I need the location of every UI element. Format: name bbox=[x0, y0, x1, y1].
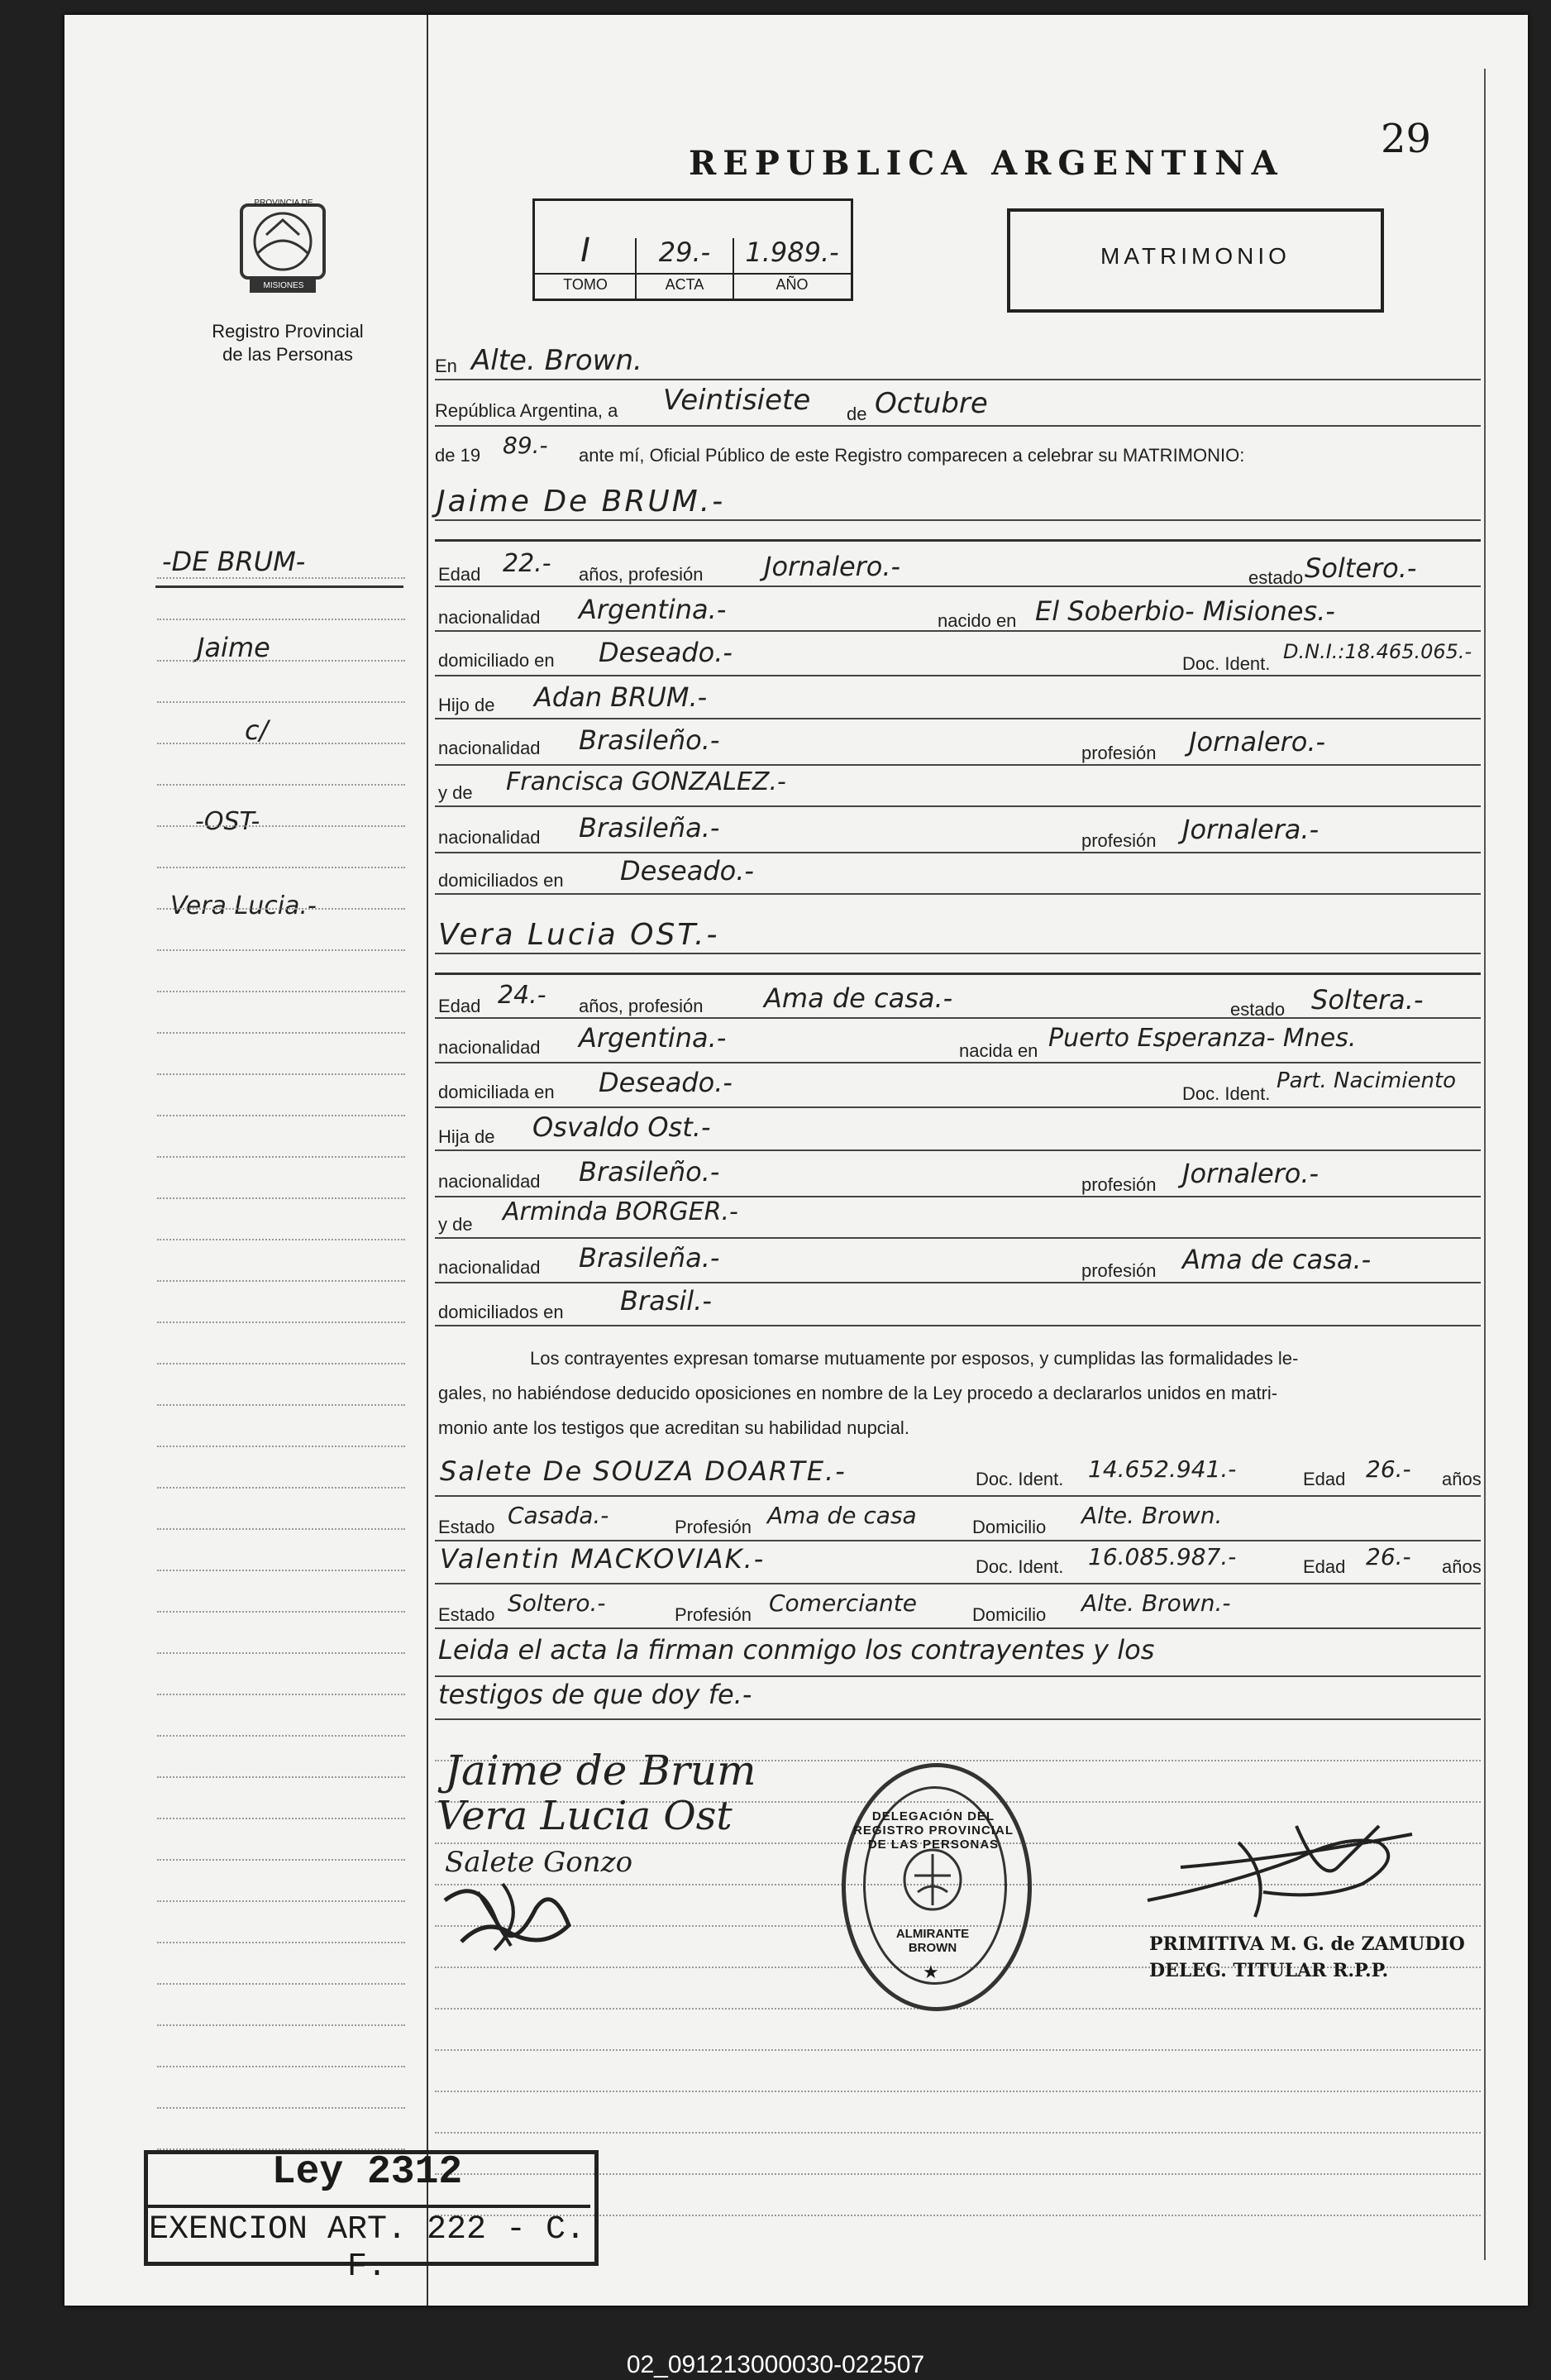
de-label: de bbox=[847, 404, 867, 424]
line-witness1-a bbox=[435, 1495, 1481, 1497]
acta-value: 29.- bbox=[658, 237, 711, 268]
bride-doc-label: Doc. Ident. bbox=[1182, 1083, 1271, 1104]
margin-spouse-first-name: Vera Lucia.- bbox=[170, 891, 317, 920]
witness1-estado-label: Estado bbox=[438, 1517, 495, 1537]
witness1-profession: Ama de casa bbox=[767, 1502, 917, 1529]
groom-profession: Jornalero.- bbox=[764, 551, 901, 582]
footer-file-code: 02_091213000030-022507 bbox=[0, 2350, 1551, 2380]
bride-parents-domicile: Brasil.- bbox=[620, 1285, 712, 1317]
groom-estado-label: estado bbox=[1248, 567, 1304, 588]
groom-nationality: Argentina.- bbox=[579, 594, 727, 625]
bride-birthplace: Puerto Esperanza- Mnes. bbox=[1048, 1024, 1357, 1053]
witness1-doc-label: Doc. Ident. bbox=[976, 1469, 1064, 1489]
witness1-domicile: Alte. Brown. bbox=[1081, 1502, 1223, 1529]
republica-label: República Argentina, a bbox=[435, 400, 618, 421]
declaration-line1: Los contrayentes expresan tomarse mutuamente por esposos, y cumplidas las formalidades le- bbox=[530, 1348, 1299, 1369]
place-value: Alte. Brown. bbox=[471, 344, 642, 377]
witness2-domicile: Alte. Brown.- bbox=[1081, 1589, 1231, 1617]
witness2-doc-label: Doc. Ident. bbox=[976, 1556, 1064, 1577]
line-groom-name bbox=[435, 519, 1481, 521]
bride-domicile: Deseado.- bbox=[599, 1067, 733, 1098]
bride-hija-label: Hija de bbox=[438, 1126, 495, 1147]
margin-spouse-surname: -OST- bbox=[195, 807, 260, 836]
witness1-name: Salete De SOUZA DOARTE.- bbox=[440, 1455, 847, 1487]
line-groom-7 bbox=[435, 852, 1481, 853]
groom-name: Jaime De BRUM.- bbox=[437, 485, 726, 519]
line-date bbox=[435, 425, 1481, 427]
document-page bbox=[64, 15, 1528, 2306]
bride-civil-status: Soltera.- bbox=[1311, 984, 1424, 1016]
groom-edad-label: Edad bbox=[438, 564, 481, 585]
line-groom-1 bbox=[435, 585, 1481, 587]
groom-nacionalidad-label: nacionalidad bbox=[438, 607, 541, 628]
line-witness2-a bbox=[435, 1583, 1481, 1584]
en-label: En bbox=[435, 356, 457, 376]
law-stamp-divider bbox=[144, 2205, 590, 2208]
line-closing-1 bbox=[435, 1675, 1481, 1677]
line-place bbox=[435, 379, 1481, 380]
line-bride-7 bbox=[435, 1282, 1481, 1283]
groom-parents-domicile: Deseado.- bbox=[620, 855, 754, 887]
registry-name-line1: Registro Provincial bbox=[212, 321, 364, 342]
tomo-label: TOMO bbox=[563, 276, 608, 293]
bride-mother-nacionalidad-label: nacionalidad bbox=[438, 1257, 541, 1278]
stamp-star-icon: ★ bbox=[923, 1962, 939, 1982]
declaration-line2: gales, no habiéndose deducido oposiciones en nombre de la Ley procedo a declararlos unidos en matri- bbox=[438, 1383, 1278, 1403]
law-stamp-line2: EXENCION ART. 222 - C. F. bbox=[148, 2211, 586, 2286]
witness1-anos-label: años bbox=[1442, 1469, 1482, 1489]
bride-y-de-label: y de bbox=[438, 1214, 473, 1235]
witness1-edad-label: Edad bbox=[1303, 1469, 1346, 1489]
seal-top-text: PROVINCIA DE bbox=[254, 198, 313, 208]
witness2-doc: 16.085.987.- bbox=[1088, 1543, 1237, 1570]
groom-y-de-label: y de bbox=[438, 782, 473, 803]
law-stamp-line1: Ley 2312 bbox=[271, 2150, 463, 2195]
officer-name: PRIMITIVA M. G. de ZAMUDIO bbox=[1149, 1933, 1465, 1955]
closing-line2: testigos de que doy fe.- bbox=[438, 1679, 752, 1710]
witness2-estado-label: Estado bbox=[438, 1604, 495, 1625]
line-closing-2 bbox=[435, 1718, 1481, 1720]
record-box-divider bbox=[532, 273, 853, 275]
groom-mother-profession: Jornalera.- bbox=[1182, 814, 1320, 845]
signature-witness2 bbox=[428, 1867, 594, 1958]
line-groom-2 bbox=[435, 630, 1481, 632]
line-bride-4 bbox=[435, 1149, 1481, 1151]
stamp-center-text: ALMIRANTE BROWN bbox=[895, 1927, 970, 1955]
bride-domiciliados-label: domiciliados en bbox=[438, 1302, 564, 1322]
groom-father-nacionalidad-label: nacionalidad bbox=[438, 738, 541, 758]
bride-nacionalidad-label: nacionalidad bbox=[438, 1037, 541, 1058]
groom-doc: D.N.I.:18.465.065.- bbox=[1283, 640, 1472, 663]
bride-father-nationality: Brasileño.- bbox=[579, 1156, 720, 1188]
bride-doc: Part. Nacimiento bbox=[1277, 1068, 1457, 1093]
bride-mother-profession: Ama de casa.- bbox=[1182, 1244, 1372, 1275]
day-value: Veintisiete bbox=[663, 384, 811, 417]
seal-bottom-text: MISIONES bbox=[263, 281, 304, 290]
bride-name: Vera Lucia OST.- bbox=[438, 918, 720, 952]
groom-mother-nationality: Brasileña.- bbox=[579, 812, 720, 844]
groom-age: 22.- bbox=[503, 549, 551, 578]
groom-doc-label: Doc. Ident. bbox=[1182, 653, 1271, 674]
country-title: REPUBLICA ARGENTINA bbox=[689, 144, 1284, 183]
groom-nacido-label: nacido en bbox=[938, 610, 1017, 631]
line-bride-name bbox=[435, 953, 1481, 954]
groom-father-profesion-label: profesión bbox=[1081, 743, 1157, 763]
witness1-status: Casada.- bbox=[508, 1502, 609, 1529]
groom-father: Adan BRUM.- bbox=[534, 681, 708, 713]
declaration-line3: monio ante los testigos que acreditan su habilidad nupcial. bbox=[438, 1417, 909, 1438]
year-prefix: de 19 bbox=[435, 445, 481, 466]
groom-hijo-label: Hijo de bbox=[438, 695, 495, 715]
bride-section-rule bbox=[435, 973, 1481, 975]
witness2-edad-label: Edad bbox=[1303, 1556, 1346, 1577]
officer-title: DELEG. TITULAR R.P.P. bbox=[1149, 1960, 1389, 1981]
bride-father-profesion-label: profesión bbox=[1081, 1174, 1157, 1195]
witness1-profesion-label: Profesión bbox=[675, 1517, 752, 1537]
groom-anos-profesion-label: años, profesión bbox=[579, 564, 704, 585]
groom-father-profession: Jornalero.- bbox=[1189, 726, 1326, 757]
bride-nacida-label: nacida en bbox=[959, 1040, 1038, 1061]
bride-age: 24.- bbox=[498, 981, 546, 1010]
witness2-profesion-label: Profesión bbox=[675, 1604, 752, 1625]
witness2-status: Soltero.- bbox=[508, 1589, 606, 1617]
page-number: 29 bbox=[1381, 116, 1432, 162]
signature-bride: Vera Lucia Ost bbox=[437, 1793, 733, 1839]
witness2-name: Valentin MACKOVIAK.- bbox=[440, 1543, 766, 1575]
margin-first-name: Jaime bbox=[197, 632, 270, 663]
line-groom-5 bbox=[435, 764, 1481, 766]
line-groom-3 bbox=[435, 675, 1481, 676]
groom-birthplace: El Soberbio- Misiones.- bbox=[1035, 595, 1335, 627]
groom-mother-profesion-label: profesión bbox=[1081, 830, 1157, 851]
groom-domiciliado-label: domiciliado en bbox=[438, 650, 555, 671]
closing-line1: Leida el acta la firman conmigo los contrayentes y los bbox=[438, 1634, 1155, 1666]
signature-witness1: Salete Gonzo bbox=[445, 1846, 633, 1879]
line-witness1-b bbox=[435, 1540, 1481, 1541]
groom-civil-status: Soltero.- bbox=[1305, 552, 1417, 584]
line-bride-6 bbox=[435, 1237, 1481, 1239]
line-groom-6 bbox=[435, 805, 1481, 807]
signature-groom: Jaime de Brum bbox=[445, 1747, 756, 1795]
bride-estado-label: estado bbox=[1230, 999, 1286, 1020]
margin-connector: c/ bbox=[245, 714, 269, 746]
tomo-value: I bbox=[580, 232, 590, 270]
bride-mother: Arminda BORGER.- bbox=[503, 1197, 738, 1226]
margin-surname: -DE BRUM- bbox=[162, 546, 306, 577]
line-bride-1 bbox=[435, 1017, 1481, 1019]
line-bride-8 bbox=[435, 1325, 1481, 1326]
bride-anos-profesion-label: años, profesión bbox=[579, 996, 704, 1016]
compareceo-text: ante mí, Oficial Público de este Registro comparecen a celebrar su MATRIMONIO: bbox=[579, 445, 1245, 466]
witness2-anos-label: años bbox=[1442, 1556, 1482, 1577]
line-witness2-b bbox=[435, 1627, 1481, 1629]
bride-nationality: Argentina.- bbox=[579, 1022, 727, 1054]
groom-domiciliados-label: domiciliados en bbox=[438, 870, 564, 891]
bride-edad-label: Edad bbox=[438, 996, 481, 1016]
officer-signature bbox=[1131, 1809, 1462, 1925]
acta-label: ACTA bbox=[665, 276, 704, 293]
line-groom-8 bbox=[435, 893, 1481, 895]
groom-domicile: Deseado.- bbox=[599, 637, 733, 668]
bride-mother-nationality: Brasileña.- bbox=[579, 1242, 720, 1274]
bride-domiciliada-label: domiciliada en bbox=[438, 1082, 555, 1102]
witness2-domicilio-label: Domicilio bbox=[972, 1604, 1047, 1625]
registry-name-line2: de las Personas bbox=[222, 344, 353, 365]
witness2-age: 26.- bbox=[1366, 1543, 1411, 1570]
bride-father-profession: Jornalero.- bbox=[1182, 1158, 1320, 1189]
bride-father: Osvaldo Ost.- bbox=[532, 1111, 711, 1143]
witness1-doc: 14.652.941.- bbox=[1088, 1455, 1237, 1483]
groom-mother: Francisca GONZALEZ.- bbox=[506, 767, 786, 796]
margin-surname-underline bbox=[155, 585, 403, 588]
bride-father-nacionalidad-label: nacionalidad bbox=[438, 1171, 541, 1192]
witness2-profession: Comerciante bbox=[769, 1589, 917, 1617]
witness1-age: 26.- bbox=[1366, 1455, 1411, 1483]
bride-mother-profesion-label: profesión bbox=[1081, 1260, 1157, 1281]
bride-profession: Ama de casa.- bbox=[764, 982, 953, 1014]
ano-label: AÑO bbox=[776, 276, 809, 293]
stamp-coat-of-arms-icon bbox=[891, 1842, 974, 1917]
act-type-label: MATRIMONIO bbox=[1100, 243, 1291, 269]
year-value: 89.- bbox=[503, 432, 548, 459]
line-bride-3 bbox=[435, 1106, 1481, 1108]
witness1-domicilio-label: Domicilio bbox=[972, 1517, 1047, 1537]
right-margin-rule bbox=[1484, 69, 1486, 2260]
ano-value: 1.989.- bbox=[745, 237, 839, 268]
month-value: Octubre bbox=[875, 387, 988, 420]
groom-mother-nacionalidad-label: nacionalidad bbox=[438, 827, 541, 848]
groom-section-rule bbox=[435, 539, 1481, 542]
groom-father-nationality: Brasileño.- bbox=[579, 724, 720, 756]
stamp-ring-text: DELEGACIÓN DEL REGISTRO PROVINCIAL DE LAS PERSONAS bbox=[852, 1809, 1014, 1852]
line-groom-4 bbox=[435, 718, 1481, 719]
line-bride-2 bbox=[435, 1062, 1481, 1063]
